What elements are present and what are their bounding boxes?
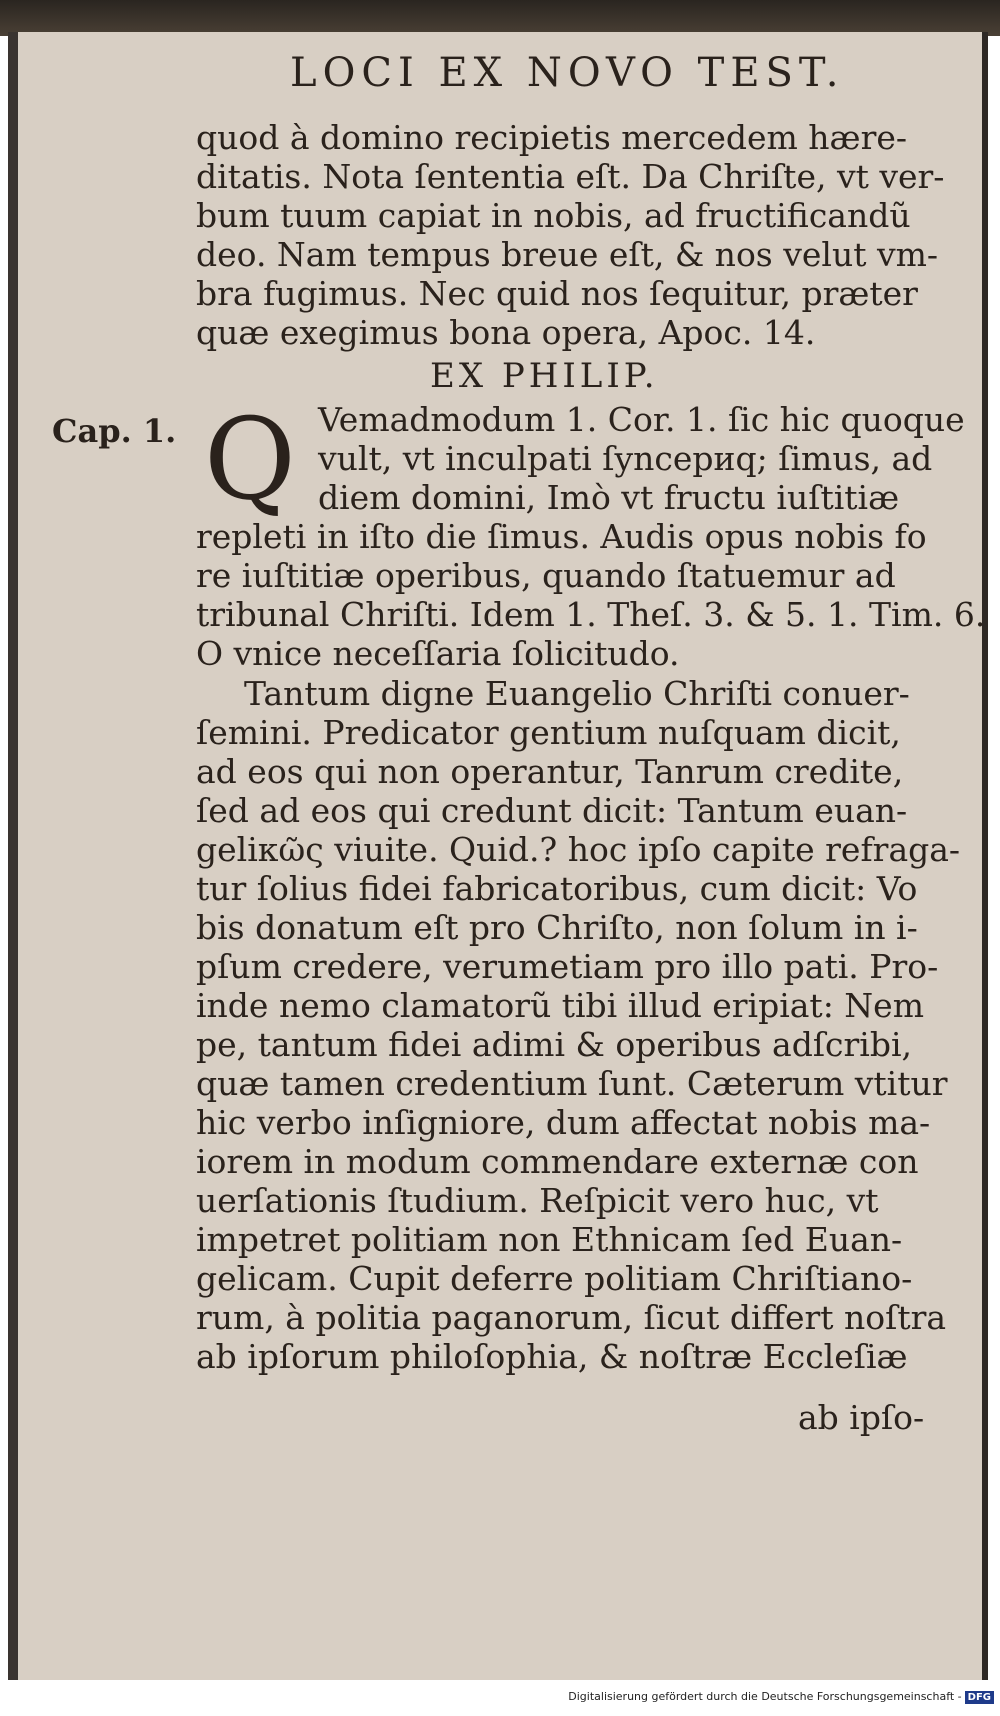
text-line: uerſationis ſtudium. Reſpicit vero huc, vt	[196, 1181, 879, 1220]
text-line: Vemadmodum 1. Cor. 1. ſic hic quoque	[318, 400, 965, 439]
text-block-philip	[196, 517, 986, 673]
text-line: ditatis. Nota ſententia eſt. Da Chriſte, vt ver-	[196, 157, 945, 196]
section-title: EX PHILIP.	[430, 356, 659, 396]
text-line: quæ exegimus bona opera, Apoc. 14.	[196, 313, 816, 352]
dfg-logo: DFG	[965, 1691, 994, 1704]
text-line: iorem in modum commendare externæ con	[196, 1142, 919, 1181]
text-line: tur ſolius fidei fabricatoribus, cum dicit: Vo	[196, 869, 918, 908]
text-line: deo. Nam tempus breue eſt, & nos velut vm-	[196, 235, 939, 274]
text-line: quod à domino recipietis mercedem hære-	[196, 118, 908, 157]
digitization-footer	[568, 1690, 994, 1704]
text-line: geliκῶς viuite. Quid.? hoc ipſo capite refraga-	[196, 830, 961, 869]
text-line: bis donatum eſt pro Chriſto, non ſolum in i-	[196, 908, 918, 947]
text-line: diem domini, Imò vt fructu iuſtitiæ	[318, 478, 900, 517]
catchword: ab ipſo-	[798, 1398, 925, 1437]
text-line: vult, vt inculpati ſyncериq; ſimus, ad	[318, 439, 933, 478]
text-line: repleti in iſto die ſimus. Audis opus nobis fo	[196, 517, 927, 556]
text-line: pe, tantum fidei adimi & operibus adſcribi,	[196, 1025, 913, 1064]
text-line: bum tuum capiat in nobis, ad fructificandũ	[196, 196, 911, 235]
text-line: ab ipſorum philoſophia, & noſtræ Eccleſiæ	[196, 1337, 908, 1376]
text-line: O vnice neceſſaria ſolicitudo.	[196, 634, 680, 673]
text-line: rum, à politia paganorum, ſicut differt noſtra	[196, 1298, 947, 1337]
text-block-top	[196, 118, 956, 352]
text-block-paragraph	[196, 674, 961, 1376]
text-line: tribunal Chriſti. Idem 1. Theſ. 3. & 5. 1. Tim. 6.	[196, 595, 986, 634]
text-line: quæ tamen credentium ſunt. Cæterum vtitur	[196, 1064, 948, 1103]
running-title: LOCI EX NOVO TEST.	[290, 50, 845, 96]
text-line: gelicam. Cupit deferre politiam Chriſtiano-	[196, 1259, 913, 1298]
footer-text: Digitalisierung gefördert durch die Deutsche Forschungsgemeinschaft -	[568, 1690, 962, 1703]
book-top-edge	[0, 0, 1000, 36]
text-line: impetret politiam non Ethnicam ſed Euan-	[196, 1220, 903, 1259]
text-block-dropcap	[318, 400, 965, 517]
text-line: ſed ad eos qui credunt dicit: Tantum euan-	[196, 791, 908, 830]
text-line: pſum credere, verumetiam pro illo pati. Pro-	[196, 947, 939, 986]
margin-note-chapter: Cap. 1.	[52, 412, 177, 450]
text-line: bra fugimus. Nec quid nos ſequitur, præter	[196, 274, 918, 313]
text-line: Tantum digne Euangelio Chriſti conuer-	[244, 674, 910, 713]
text-line: re iuſtitiæ operibus, quando ſtatuemur ad	[196, 556, 896, 595]
drop-cap: Q	[204, 395, 296, 525]
text-line: ſemini. Predicator gentium nuſquam dicit,	[196, 713, 901, 752]
text-line: inde nemo clamatorũ tibi illud eripiat: Nem	[196, 986, 924, 1025]
text-line: hic verbo inſigniore, dum affectat nobis ma-	[196, 1103, 931, 1142]
text-line: ad eos qui non operantur, Tanrum credite,	[196, 752, 904, 791]
